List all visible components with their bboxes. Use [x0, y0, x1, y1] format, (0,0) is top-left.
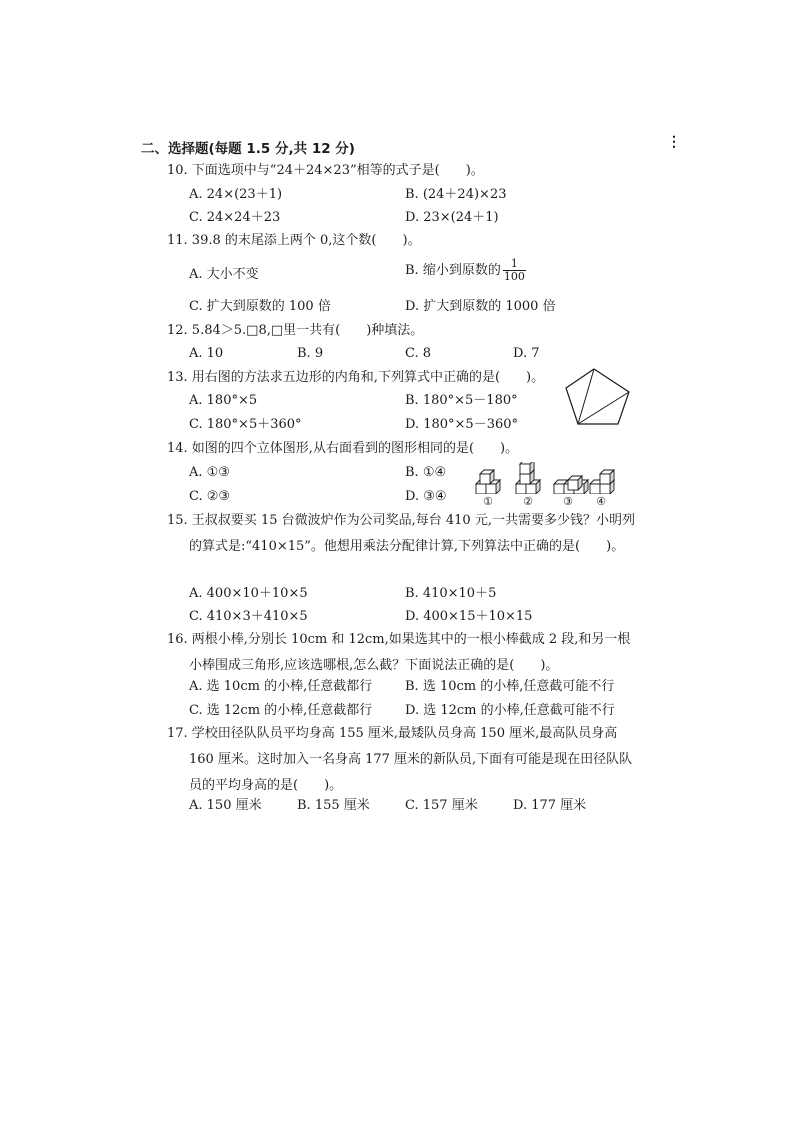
fraction-denominator: 100 [503, 270, 525, 283]
figure-label-2: ② [523, 495, 533, 508]
question-15-option-b: B. 410×10＋5 [405, 586, 497, 601]
question-14-option-a: A. ①③ [189, 465, 230, 480]
question-13-option-d: D. 180°×5－360° [405, 417, 519, 432]
question-14-stem: 14. 如图的四个立体图形,从右面看到的图形相同的是( )。 [167, 441, 519, 456]
margin-mark: ⋮ [667, 134, 681, 150]
question-16-stem: 16. 两根小棒,分别长 10cm 和 12cm,如果选其中的一根小棒截成 2 段,和另一根小棒围成三角形,应该选哪根,怎么截？下面说法正确的是( )。 [167, 632, 631, 673]
question-17-option-c: C. 157 厘米 [405, 798, 478, 813]
question-13-stem: 13. 用右图的方法求五边形的内角和,下列算式中正确的是( )。 [167, 370, 545, 385]
question-15-option-c: C. 410×3＋410×5 [189, 609, 308, 624]
question-12-option-c: C. 8 [405, 346, 432, 361]
fraction-numerator: 1 [503, 258, 526, 271]
question-10-option-b: B. (24＋24)×23 [405, 187, 507, 202]
question-14-option-d: D. ③④ [405, 489, 447, 504]
question-17-option-d: D. 177 厘米 [513, 798, 587, 813]
figure-label-1: ① [483, 495, 493, 508]
question-13-option-b: B. 180°×5－180° [405, 393, 518, 408]
question-12-option-a: A. 10 [189, 346, 224, 361]
question-11-option-a: A. 大小不变 [189, 267, 259, 282]
question-11-stem: 11. 39.8 的末尾添上两个 0,这个数( )。 [167, 233, 421, 248]
question-15-option-d: D. 400×15＋10×15 [405, 609, 533, 624]
fraction [503, 258, 526, 283]
question-14-option-c: C. ②③ [189, 489, 231, 504]
question-15-stem: 15. 王叔叔要买 15 台微波炉作为公司奖品,每台 410 元,一共需要多少钱？小明列的算式是:“410×15”。他想用乘法分配律计算,下列算法中正确的是( )。 [167, 513, 635, 554]
question-12-option-d: D. 7 [513, 346, 540, 361]
question-16-option-a: A. 选 10cm 的小棒,任意截都行 [189, 679, 373, 694]
figure-label-4: ④ [596, 495, 606, 508]
question-14-option-b: B. ①④ [405, 465, 447, 480]
figure-label-3: ③ [563, 495, 573, 508]
question-11-option-d: D. 扩大到原数的 1000 倍 [405, 299, 556, 314]
solid-figure-3 [554, 476, 588, 494]
solid-figure-2 [516, 462, 540, 494]
question-16-option-d: D. 选 12cm 的小棒,任意截可能不行 [405, 703, 615, 718]
question-16-option-b: B. 选 10cm 的小棒,任意截可能不行 [405, 679, 615, 694]
question-17-option-b: B. 155 厘米 [297, 798, 370, 813]
question-15-option-a: A. 400×10＋10×5 [189, 586, 308, 601]
question-13-option-a: A. 180°×5 [189, 393, 258, 408]
question-10-option-a: A. 24×(23＋1) [189, 187, 283, 202]
question-11-option-c: C. 扩大到原数的 100 倍 [189, 299, 331, 314]
question-16-option-c: C. 选 12cm 的小棒,任意截都行 [189, 703, 373, 718]
question-10-option-c: C. 24×24＋23 [189, 210, 281, 225]
solid-figure-4 [590, 470, 614, 494]
question-17-option-a: A. 150 厘米 [189, 798, 262, 813]
question-11-option-b-text: B. 缩小到原数的 [405, 263, 501, 278]
question-10-stem: 10. 下面选项中与“24＋24×23”相等的式子是( )。 [167, 163, 484, 178]
pentagon-figure [563, 366, 631, 428]
solid-figure-1 [476, 470, 500, 494]
question-12-option-b: B. 9 [297, 346, 324, 361]
question-10-option-d: D. 23×(24＋1) [405, 210, 499, 225]
question-13-option-c: C. 180°×5＋360° [189, 417, 302, 432]
question-11-option-b [405, 258, 526, 283]
question-17-stem: 17. 学校田径队队员平均身高 155 厘米,最矮队员身高 150 厘米,最高队员身高 160 厘米。这时加入一名身高 177 厘米的新队员,下面有可能是现在田径队队员的平均身高的是( )。 [167, 726, 633, 793]
solid-figures [474, 462, 620, 494]
section-heading: 二、选择题(每题 1.5 分,共 12 分) [141, 141, 355, 157]
question-12-stem: 12. 5.84＞5.□8,□里一共有( )种填法。 [167, 323, 424, 338]
